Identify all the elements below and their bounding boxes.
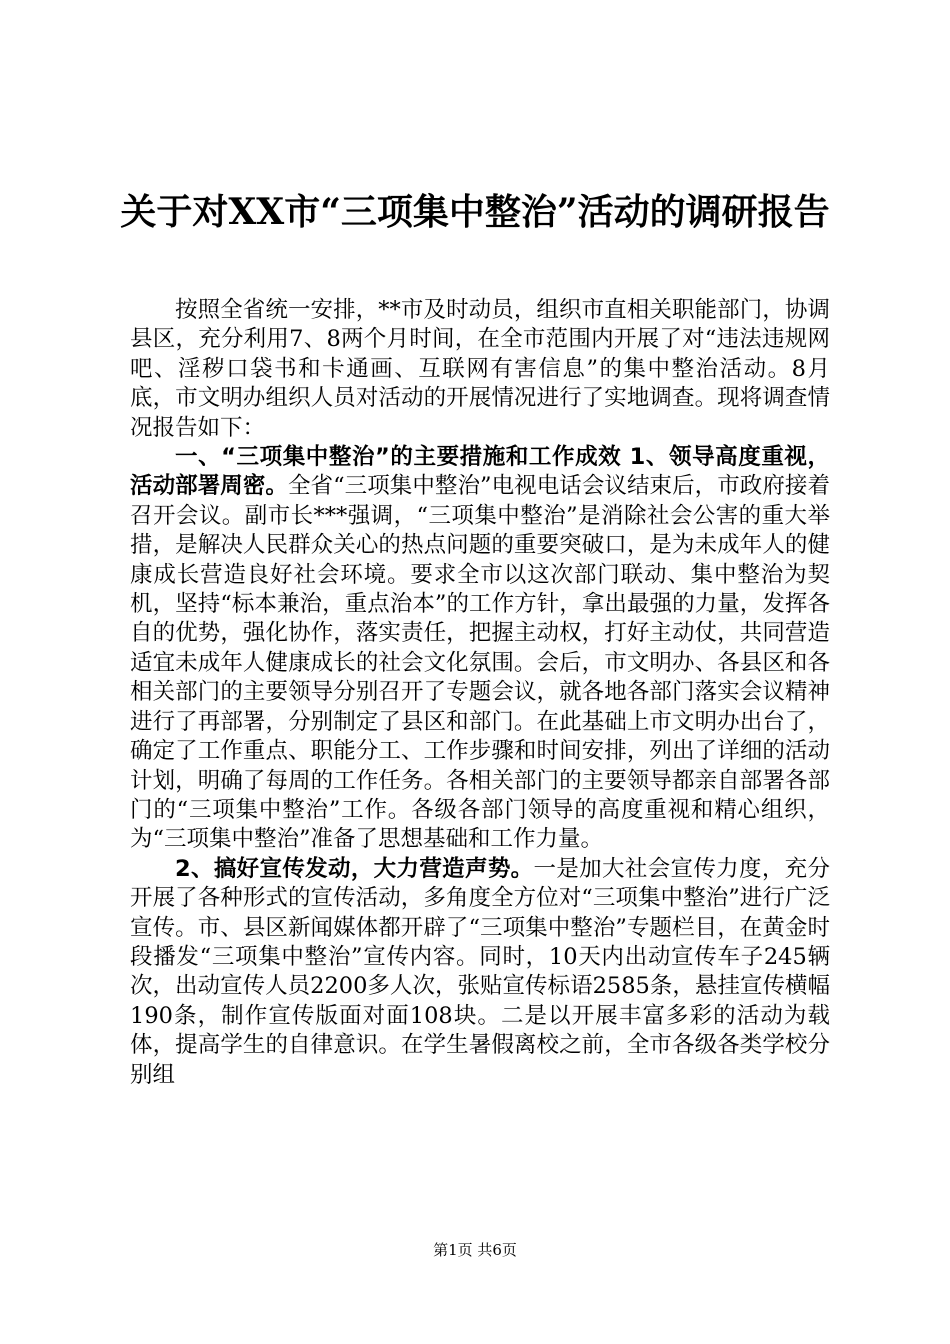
page-footer: 第1页 共6页 bbox=[433, 1241, 517, 1259]
document-body bbox=[130, 296, 830, 1090]
paragraph-text: 一是加大社会宣传力度，充分开展了各种形式的宣传活动，多角度全方位对“三项集中整治”进行广泛宣传。市、县区新闻媒体都开辟了“三项集中整治”专题栏目，在黄金时段播发“三项集中整治”宣传内容。同时，10天内出动宣传车子245辆次，出动宣传人员2200多人次，张贴宣传标语2585条，悬挂宣传横幅190条，制作宣传版面对面108块。二是以开展丰富多彩的活动为载体，提高学生的自律意识。在学生暑假离校之前，全市各级各类学校分别组 bbox=[130, 855, 830, 1088]
document-title: 关于对XX市“三项集中整治”活动的调研报告 bbox=[120, 191, 830, 233]
paragraph-text: 按照全省统一安排，**市及时动员，组织市直相关职能部门，协调县区，充分利用7、8两个月时间，在全市范围内开展了对“违法违规网吧、淫秽口袋书和卡通画、互联网有害信息”的集中整治活动。8月底，市文明办组织人员对活动的开展情况进行了实地调查。现将调查情况报告如下： bbox=[130, 297, 830, 441]
paragraph-text: 全省“三项集中整治”电视电话会议结束后，市政府接着召开会议。副市长***强调，“三项集中整治”是消除社会公害的重大举措，是解决人民群众关心的热点问题的重要突破口，是为未成年人的健康成长营造良好社会环境。要求全市以这次部门联动、集中整治为契机，坚持“标本兼治，重点治本”的工作方针，拿出最强的力量，发挥各自的优势，强化协作，落实责任，把握主动权，打好主动仗，共同营造适宜未成年人健康成长的社会文化氛围。会后，市文明办、各县区和各相关部门的主要领导分别召开了专题会议，就各地各部门落实会议精神进行了再部署，分别制定了县区和部门。在此基础上市文明办出台了，确定了工作重点、职能分工、工作步骤和时间安排，列出了详细的活动计划，明确了每周的工作任务。各相关部门的主要领导都亲自部署各部门的“三项集中整治”工作。各级各部门领导的高度重视和精心组织，为“三项集中整治”准备了思想基础和工作力量。 bbox=[130, 473, 830, 853]
paragraph-lead: 一、“三项集中整治”的主要措施和工作成效 1、领导高度重视，活动部署周密。 bbox=[130, 444, 830, 500]
paragraph-intro bbox=[130, 296, 830, 443]
paragraph-section-1 bbox=[130, 443, 830, 855]
paragraph-lead: 2、搞好宣传发动，大力营造声势。 bbox=[175, 855, 534, 882]
paragraph-section-2 bbox=[130, 855, 830, 1090]
